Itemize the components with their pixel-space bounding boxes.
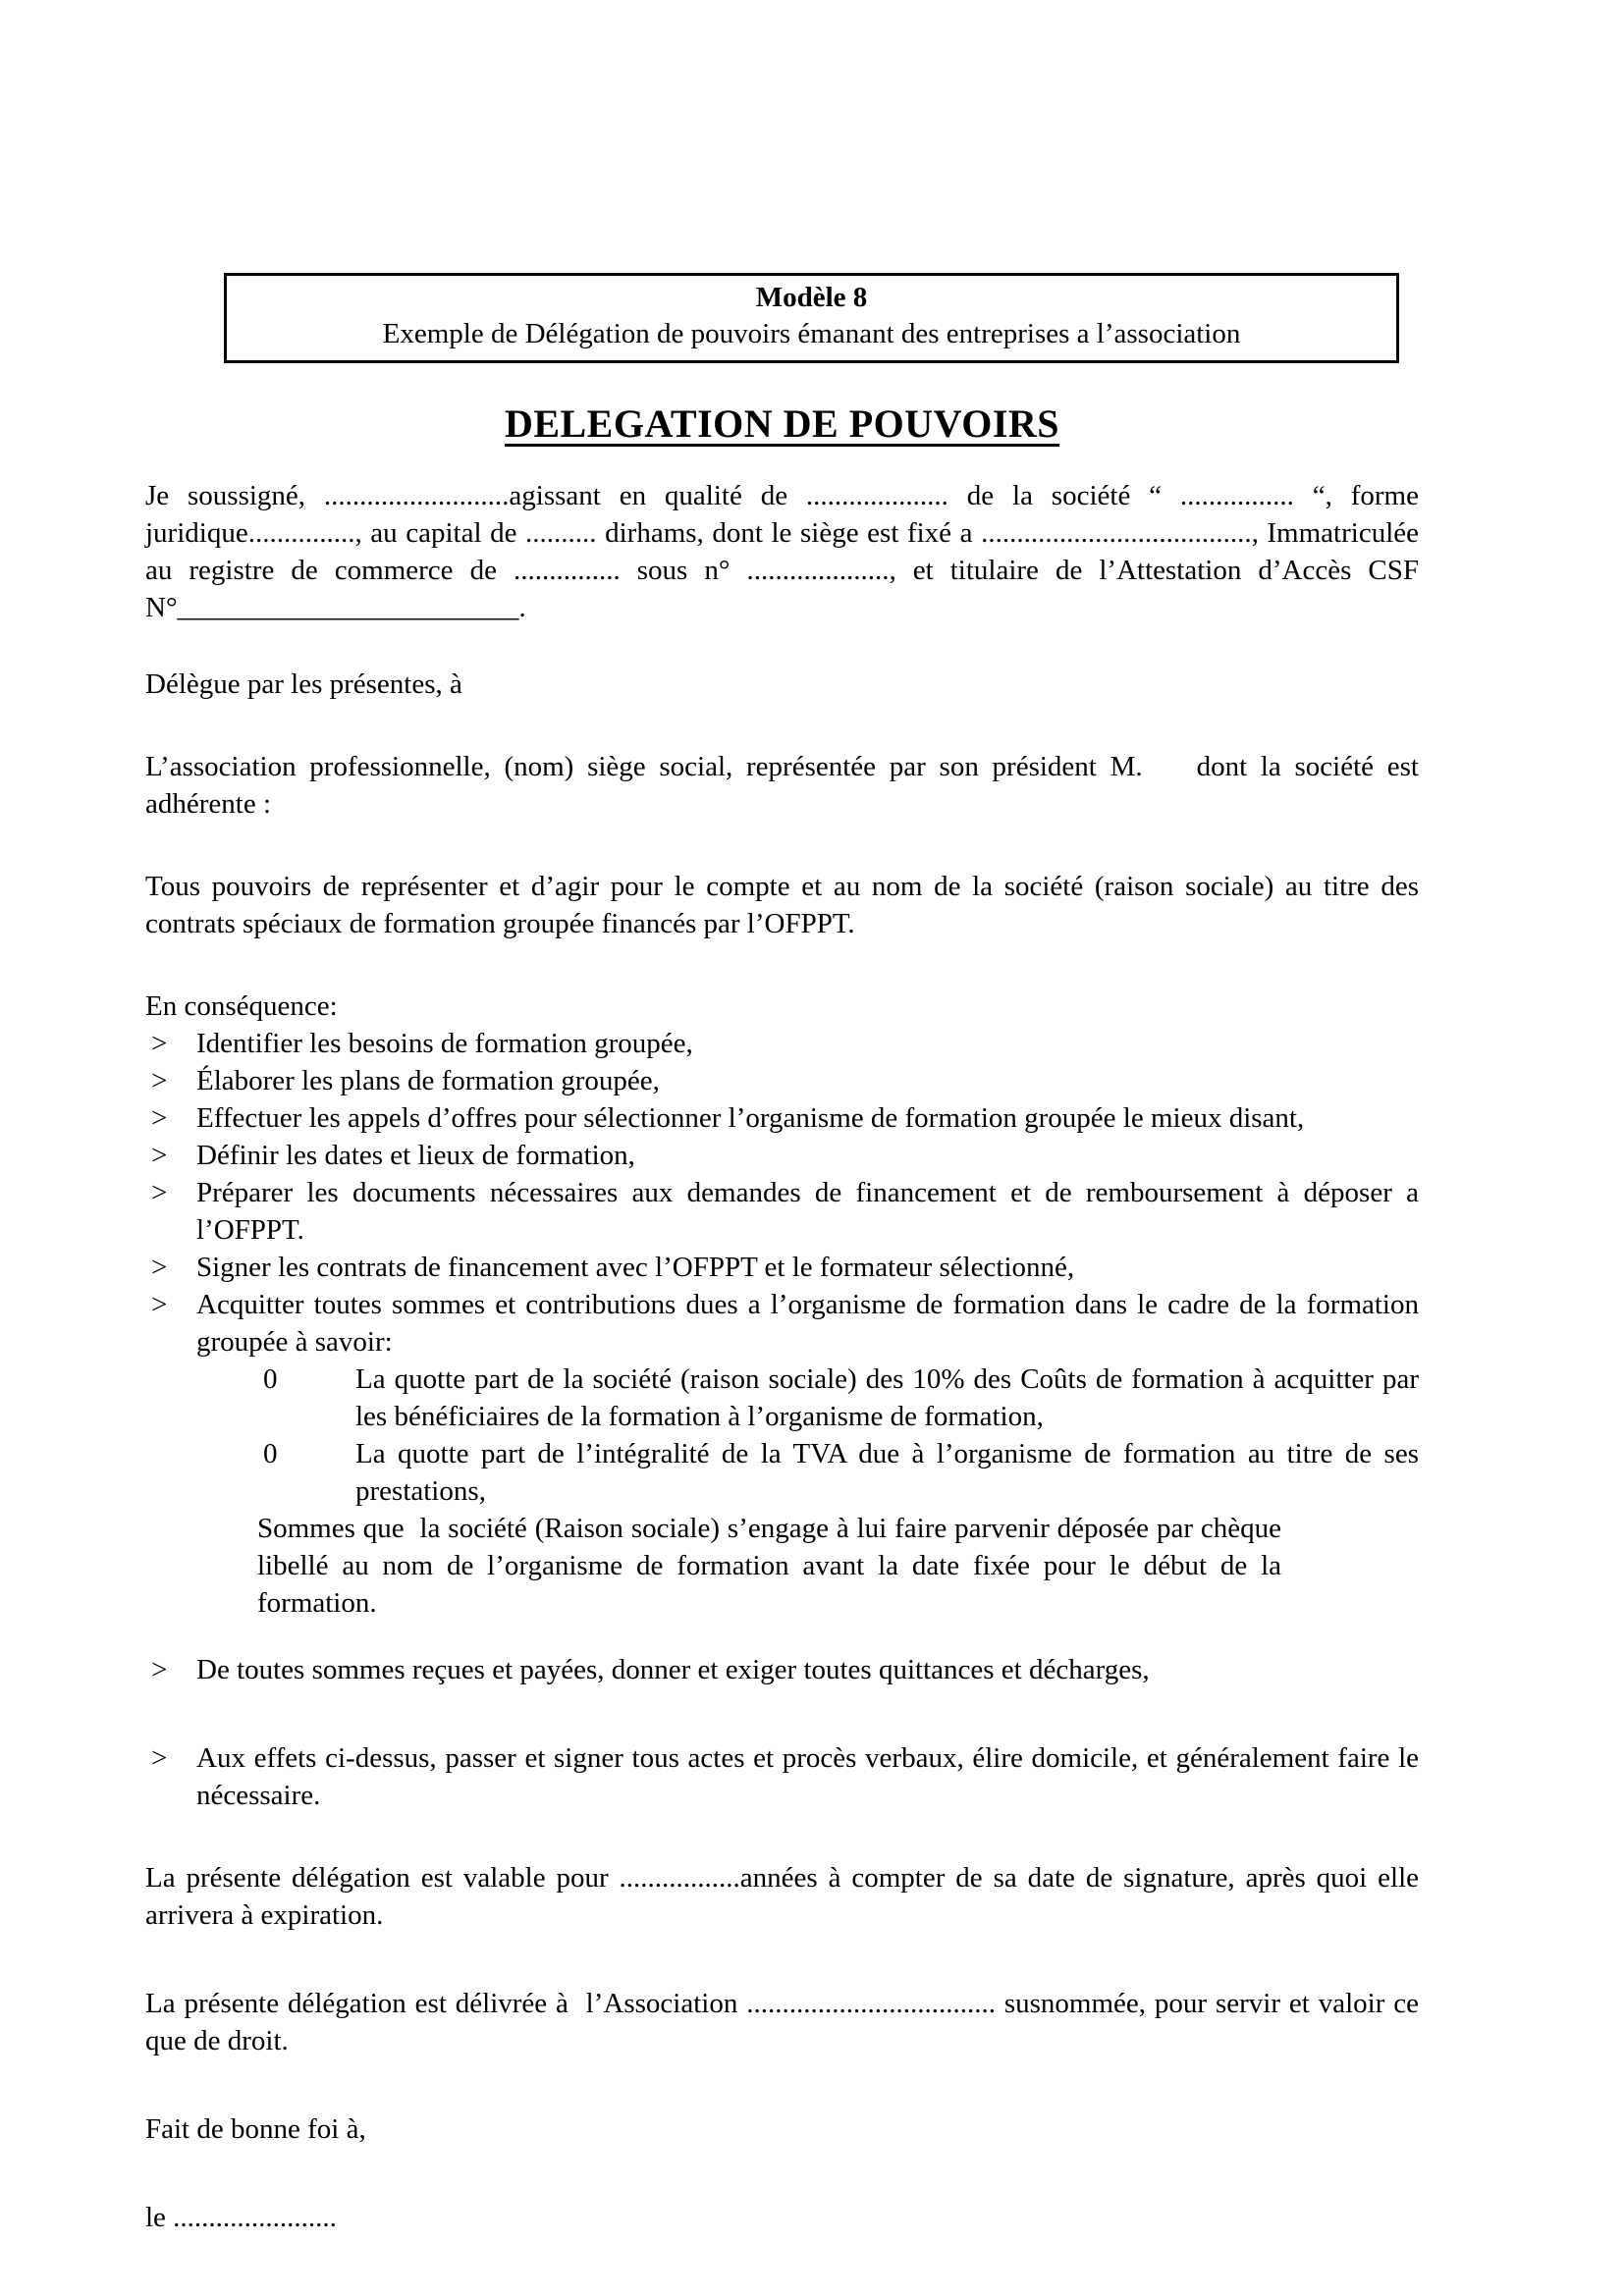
arrow-bullet: > xyxy=(151,1140,168,1171)
model-subtitle: Exemple de Délégation de pouvoirs émanant des entreprises a l’association xyxy=(382,318,1241,349)
list-item: > Définir les dates et lieux de formation, xyxy=(145,1137,1419,1174)
model-label: Modèle 8 xyxy=(755,282,868,313)
association-paragraph: L’association professionnelle, (nom) siège social, représentée par son président M. dont la société est adhérente : xyxy=(145,751,1419,820)
list-item: > Signer les contrats de financement avec l’OFPPT et le formateur sélectionné, xyxy=(145,1249,1419,1286)
pouvoirs-paragraph: Tous pouvoirs de représenter et d’agir pour le compte et au nom de la société (raison sociale) au titre des contrats spéciaux de formation groupée financés par l’OFPPT. xyxy=(145,871,1419,939)
delivree-paragraph: La présente délégation est délivrée à l’Association ................................... susnommée, pour servir et valoir ce que de droit. xyxy=(145,1988,1419,2056)
list-item: > Aux effets ci-dessus, passer et signer tous actes et procès verbaux, élire domicile, et généralement faire le nécessaire. xyxy=(145,1739,1419,1814)
sub-list-item: 0 La quotte part de l’intégralité de la TVA due à l’organisme de formation au titre de ses prestations, xyxy=(145,1435,1419,1510)
arrow-bullet: > xyxy=(151,1654,168,1685)
arrow-bullet: > xyxy=(151,1742,168,1774)
arrow-bullet: > xyxy=(151,1252,168,1283)
date-line: le ....................... xyxy=(145,2202,337,2233)
document-title: DELEGATION DE POUVOIRS xyxy=(504,401,1060,446)
arrow-bullet: > xyxy=(151,1065,168,1096)
valable-paragraph: La présente délégation est valable pour .................années à compter de sa date de signature, après quoi elle arrivera à expiration. xyxy=(145,1862,1419,1931)
list-item: > Préparer les documents nécessaires aux demandes de financement et de remboursement à déposer a l’OFPPT. xyxy=(145,1174,1419,1249)
list-item: > Effectuer les appels d’offres pour sélectionner l’organisme de formation groupée le mieux disant, xyxy=(145,1099,1419,1137)
sommes-note: Sommes que la société (Raison sociale) s’engage à lui faire parvenir déposée par chèque libellé au nom de l’organisme de formation avant la date fixée pour le début de la formation. xyxy=(257,1513,1281,1619)
fait-line: Fait de bonne foi à, xyxy=(145,2113,366,2145)
list-item: > Acquitter toutes sommes et contributions dues a l’organisme de formation dans le cadre de la formation groupée à savoir: xyxy=(145,1286,1419,1361)
list-item: > Identifier les besoins de formation groupée, xyxy=(145,1025,1419,1062)
arrow-bullet: > xyxy=(151,1289,168,1320)
delegue-line: Délègue par les présentes, à xyxy=(145,668,462,700)
arrow-bullet: > xyxy=(151,1028,168,1059)
circle-bullet: 0 xyxy=(263,1363,278,1395)
list-item: > De toutes sommes reçues et payées, donner et exiger toutes quittances et décharges, xyxy=(145,1651,1419,1688)
sub-list-item: 0 La quotte part de la société (raison sociale) des 10% des Coûts de formation à acquitter par les bénéficiaires de la formation à l’organisme de formation, xyxy=(145,1361,1419,1435)
consequence-list xyxy=(145,1025,1419,1814)
list-item: > Élaborer les plans de formation groupée, xyxy=(145,1062,1419,1099)
header-box xyxy=(224,273,1399,363)
arrow-bullet: > xyxy=(151,1177,168,1208)
arrow-bullet: > xyxy=(151,1102,168,1134)
intro-paragraph: Je soussigné, ..........................agissant en qualité de .................... de la société “ ................ “, forme juridique..............., au capital de .......... dirhams, dont le siège est fixé a ......................................, Immatriculée au registre de commerce de ............... sous n° ...................., et titulaire de l’Attestation d’Accès CSF N°________________________. xyxy=(145,480,1419,623)
consequence-label: En conséquence: xyxy=(145,990,338,1022)
circle-bullet: 0 xyxy=(263,1438,278,1469)
